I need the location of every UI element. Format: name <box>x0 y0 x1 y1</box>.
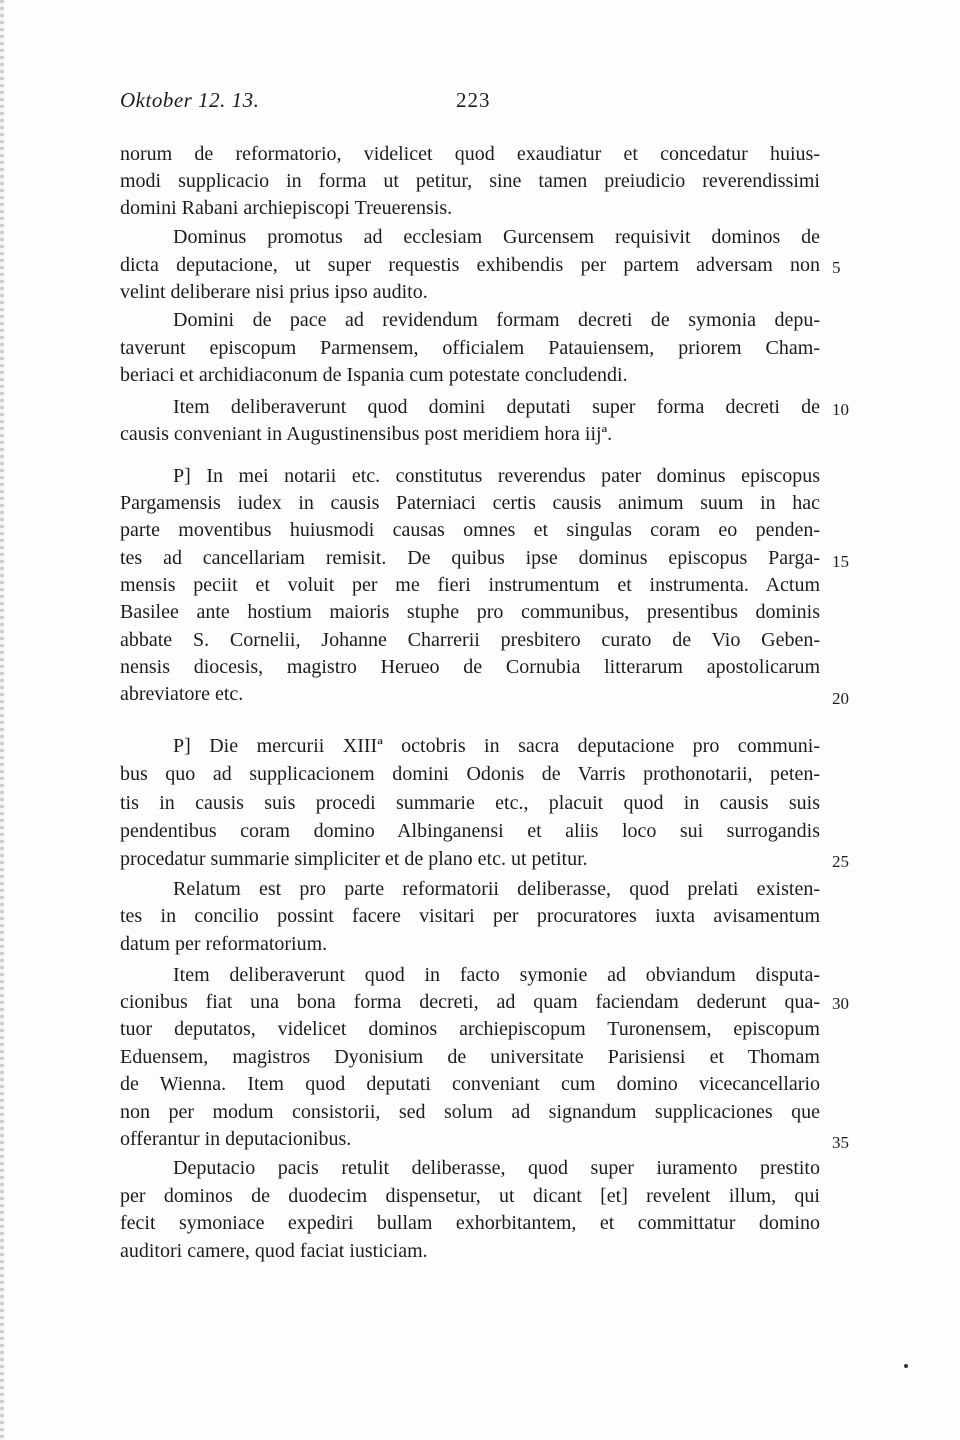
text-line: cionibus fiat una bona forma decreti, ad quam faciendam dederunt qua- <box>120 991 820 1013</box>
text-line: Eduensem, magistros Dyonisium de universitate Parisiensi et Thomam <box>120 1046 820 1068</box>
text-line: norum de reformatorio, videlicet quod exaudiatur et concedatur huius- <box>120 143 820 165</box>
text-line: parte moventibus huiusmodi causas omnes et singulas coram eo penden- <box>120 519 820 541</box>
text-line: Relatum est pro parte reformatorii deliberasse, quod prelati existen- <box>173 878 820 900</box>
text-line: pendentibus coram domino Albinganensi et aliis loco sui surrogandis <box>120 820 820 842</box>
margin-line-number: 15 <box>832 552 849 571</box>
margin-line-number: 5 <box>832 258 841 277</box>
text-line: fecit symoniace expediri bullam exhorbitantem, et committatur domino <box>120 1212 820 1234</box>
text-line: domini Rabani archiepiscopi Treuerensis. <box>120 197 453 219</box>
page-number: 223 <box>456 88 491 112</box>
text-line: de Wienna. Item quod deputati conveniant cum domino vicecancellario <box>120 1073 820 1095</box>
text-line: Pargamensis iudex in causis Paterniaci certis causis animum suum in hac <box>120 492 820 514</box>
text-line: Dominus promotus ad ecclesiam Gurcensem requisivit dominos de <box>173 226 820 248</box>
scan-edge <box>0 0 4 1440</box>
text-line: Domini de pace ad revidendum formam decreti de symonia depu- <box>173 309 820 331</box>
text-line: nensis diocesis, magistro Herueo de Cornubia litterarum apostolicarum <box>120 656 820 678</box>
text-line: Item deliberaverunt quod domini deputati super forma decreti de <box>173 396 820 418</box>
text-line: abreviatore etc. <box>120 683 244 705</box>
text-line: per dominos de duodecim dispensetur, ut dicant [et] revelent illum, qui <box>120 1185 820 1207</box>
text-line: Item deliberaverunt quod in facto symonie ad obviandum disputa- <box>173 964 820 986</box>
margin-line-number: 20 <box>832 689 849 708</box>
margin-line-number: 25 <box>832 852 849 871</box>
text-line: procedatur summarie simpliciter et de plano etc. ut petitur. <box>120 848 588 870</box>
margin-line-number: 10 <box>832 400 849 419</box>
text-line: dicta deputacione, ut super requestis exhibendis per partem adversam non <box>120 254 820 276</box>
text-line: modi supplicacio in forma ut petitur, sine tamen preiudicio reverendissimi <box>120 170 820 192</box>
text-line: offerantur in deputacionibus. <box>120 1128 352 1150</box>
page-header <box>120 88 820 118</box>
text-line: tuor deputatos, videlicet dominos archiepiscopum Turonensem, episcopum <box>120 1018 820 1040</box>
text-line: tes ad cancellariam remisit. De quibus ipse dominus episcopus Parga- <box>120 547 820 569</box>
text-line: Basilee ante hostium maioris stuphe pro communibus, presentibus dominis <box>120 601 820 623</box>
text-line: auditori camere, quod faciat iusticiam. <box>120 1240 428 1262</box>
text-line: non per modum consistorii, sed solum ad signandum supplicaciones que <box>120 1101 820 1123</box>
text-line: abbate S. Cornelii, Johanne Charrerii presbitero curato de Vio Geben- <box>120 629 820 651</box>
text-line: tes in concilio possint facere visitari per procuratores iuxta avisamentum <box>120 905 820 927</box>
text-line: beriaci et archidiaconum de Ispania cum potestate concludendi. <box>120 364 628 386</box>
text-line: Deputacio pacis retulit deliberasse, quod super iuramento prestito <box>173 1157 820 1179</box>
scan-speck <box>904 1364 908 1368</box>
running-head: Oktober 12. 13. <box>120 88 260 112</box>
margin-line-number: 35 <box>832 1133 849 1152</box>
text-line: P] In mei notarii etc. constitutus reverendus pater dominus episcopus <box>173 465 820 487</box>
text-line: velint deliberare nisi prius ipso audito. <box>120 281 428 303</box>
text-line: tis in causis suis procedi summarie etc., placuit quod in causis suis <box>120 792 820 814</box>
text-line: causis conveniant in Augustinensibus post meridiem hora iijª. <box>120 423 613 445</box>
margin-line-number: 30 <box>832 994 849 1013</box>
text-line: P] Die mercurii XIIIª octobris in sacra deputacione pro communi- <box>173 735 820 757</box>
text-line: datum per reformatorium. <box>120 933 328 955</box>
text-line: bus quo ad supplicacionem domini Odonis de Varris prothonotarii, peten- <box>120 763 820 785</box>
text-line: taverunt episcopum Parmensem, officialem Patauiensem, priorem Cham- <box>120 337 820 359</box>
text-line: mensis peciit et voluit per me fieri instrumentum et instrumenta. Actum <box>120 574 820 596</box>
